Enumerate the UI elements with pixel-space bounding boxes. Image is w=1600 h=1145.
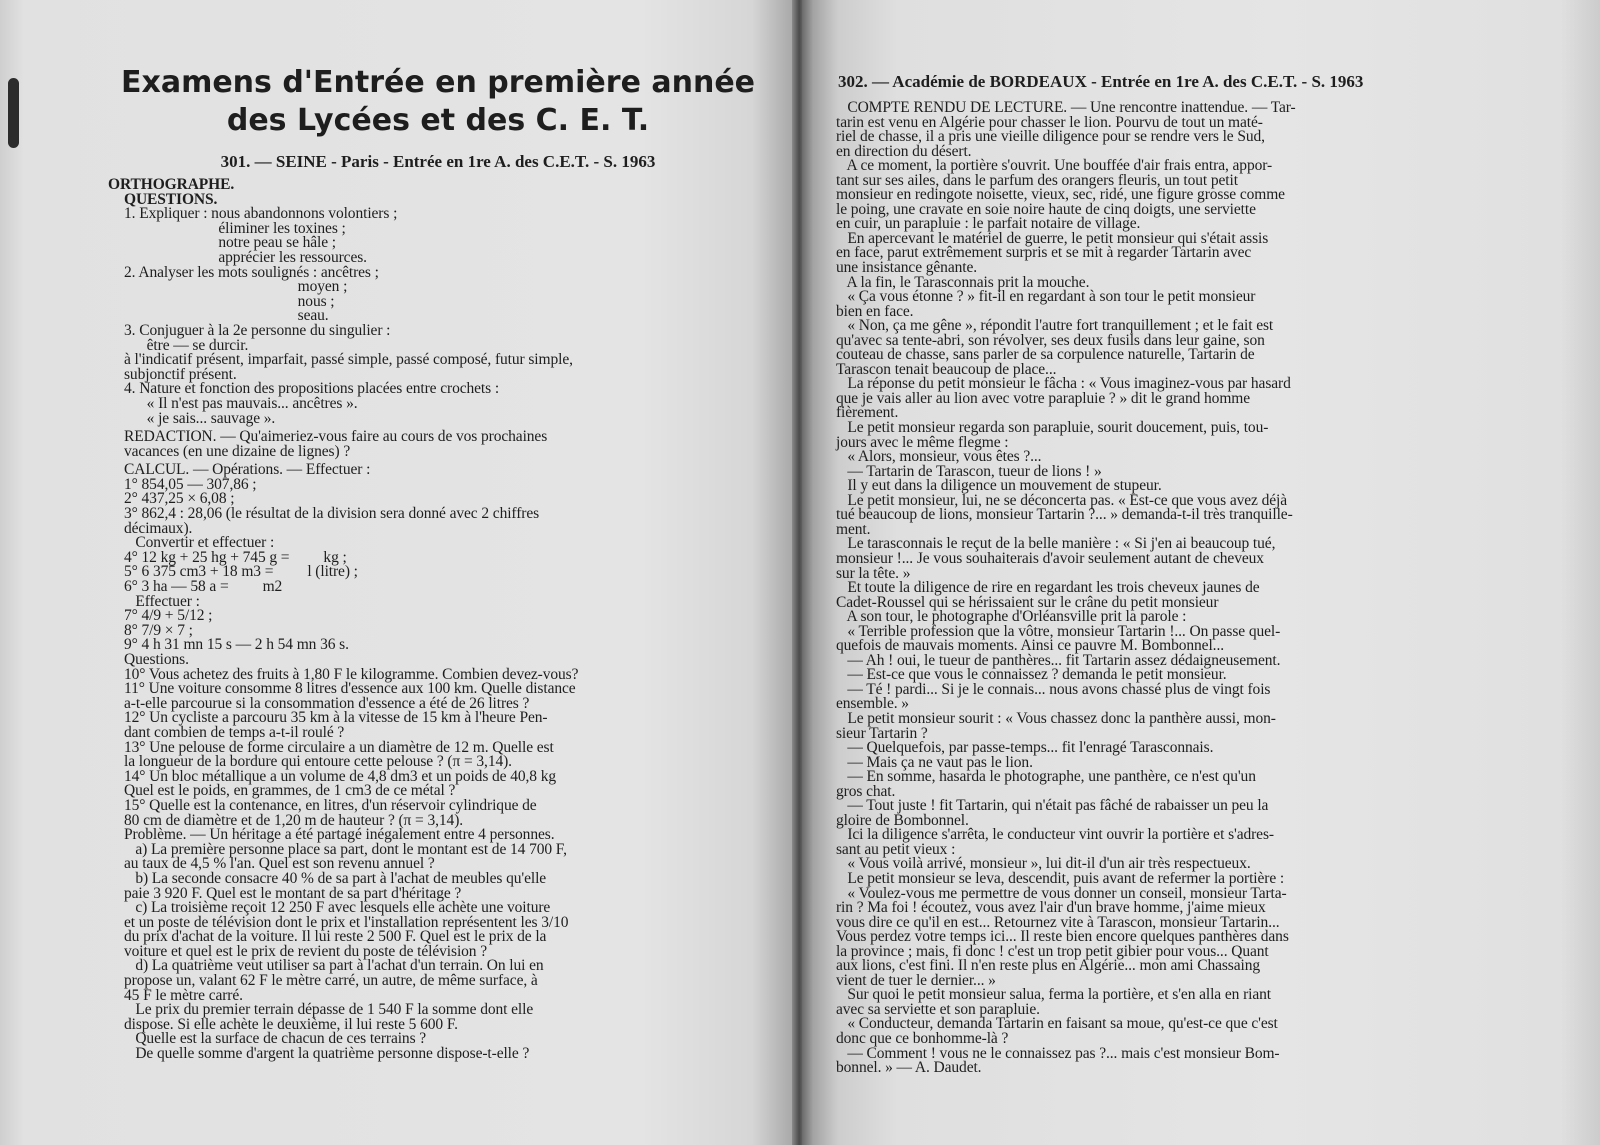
compte-rendu-line: tarin est venu en Algérie pour chasser le lion. Pourvu de tout un maté- (836, 113, 1263, 131)
compte-rendu-line: « Ça vous étonne ? » fit-il en regardant à son tour le petit monsieur (836, 288, 1256, 306)
questions-block (108, 653, 776, 828)
compte-rendu-line: « Voulez-vous me permettre de vous donner un conseil, monsieur Tarta- (836, 884, 1287, 902)
questions-line: 11° Une voiture consomme 8 litres d'essence aux 100 km. Quelle distance (124, 680, 576, 698)
main-title (108, 64, 768, 140)
compte-rendu-line: sant au petit vieux : (836, 840, 956, 858)
compte-rendu-line: monsieur en redingote noisette, vieux, sec, ridé, une figure grosse comme (836, 186, 1285, 204)
questions-line: la longueur de la bordure qui entoure cette pelouse ? (π = 3,14). (124, 753, 512, 771)
orthographe-line: apprécier les ressources. (124, 248, 367, 266)
calcul-line: CALCUL. — Opérations. — Effectuer : (124, 461, 371, 479)
questions-line: 15° Quelle est la contenance, en litres, d'un réservoir cylindrique de (124, 796, 537, 814)
compte-rendu-line: couteau de chasse, sans parler de sa corpulence naturelle, Tartarin de (836, 346, 1255, 364)
calcul-line: décimaux). (124, 519, 193, 537)
compte-rendu-line: Sur quoi le petit monsieur salua, ferma la portière, et s'en alla en riant (836, 986, 1271, 1004)
compte-rendu-line: le poing, une cravate en soie noire haute de cinq doigts, une serviette (836, 200, 1256, 218)
compte-rendu-line: Cadet-Roussel qui se hérissaient sur le crâne du petit monsieur (836, 593, 1219, 611)
probleme-line: dispose. Si elle achète le deuxième, il lui reste 5 600 F. (124, 1015, 458, 1033)
compte-rendu-line: en cuir, un parapluie : le parfait notaire de village. (836, 215, 1141, 233)
orthographe-block (108, 207, 776, 426)
probleme-line: c) La troisième reçoit 12 250 F avec lesquels elle achète une voiture (124, 899, 551, 917)
orthographe-line: 2. Analyser les mots soulignés : ancêtres ; (124, 263, 379, 281)
orthographe-line: « Il n'est pas mauvais... ancêtres ». (124, 394, 358, 412)
compte-rendu-block (836, 101, 1508, 1076)
compte-rendu-line: bonnel. » — A. Daudet. (836, 1059, 982, 1077)
compte-rendu-line: aux lions, c'est fini. Il n'en reste plus en Algérie... mon ami Chassaing (836, 957, 1261, 975)
calcul-line: 5° 6 375 cm3 + 18 m3 = l (litre) ; (124, 563, 358, 581)
compte-rendu-line: — Té ! pardi... Si je le connais... nous avons chassé plus de vingt fois (836, 680, 1271, 698)
compte-rendu-line: riel de chasse, il a pris une vieille diligence pour se rendre vers le Sud, (836, 128, 1265, 146)
calcul-line: 4° 12 kg + 25 hg + 745 g = kg ; (124, 548, 347, 566)
questions-line: Quel est le poids, en grammes, de 1 cm3 de ce métal ? (124, 782, 456, 800)
redaction-line: REDACTION. — Qu'aimeriez-vous faire au cours de vos prochaines (124, 428, 548, 446)
questions-line: 80 cm de diamètre et de 1,20 m de hauteur ? (π = 3,14). (124, 811, 464, 829)
orthographe-line: subjonctif présent. (124, 365, 237, 383)
compte-rendu-line: Tarascon tenait beaucoup de place... (836, 360, 1057, 378)
orthographe-line: 4. Nature et fonction des propositions placées entre crochets : (124, 380, 500, 398)
binding-mark (8, 78, 19, 148)
calcul-line: 1° 854,05 — 307,86 ; (124, 475, 257, 493)
compte-rendu-line: vient de tuer le dernier... » (836, 971, 996, 989)
redaction-line: vacances (en une dizaine de lignes) ? (124, 442, 351, 460)
compte-rendu-line: que je vais aller au lion avec votre parapluie ? » dit le grand homme (836, 389, 1251, 407)
orthographe-line: seau. (124, 307, 329, 325)
compte-rendu-line: « Vous voilà arrivé, monsieur », lui dit-il d'un air très respectueux. (836, 855, 1251, 873)
probleme-line: Quelle est la surface de chacun de ces terrains ? (124, 1030, 427, 1048)
calcul-line: 9° 4 h 31 mn 15 s — 2 h 54 mn 36 s. (124, 636, 349, 654)
calcul-line: 7° 4/9 + 5/12 ; (124, 607, 213, 625)
calcul-line: 3° 862,4 : 28,06 (le résultat de la division sera donné avec 2 chiffres (124, 505, 540, 523)
compte-rendu-line: quefois de mauvais moments. Ainsi ce pauvre M. Bombonnel... (836, 637, 1224, 655)
compte-rendu-line: ensemble. » (836, 695, 909, 713)
compte-rendu-line: en direction du désert. (836, 142, 972, 160)
orthographe-line: « je sais... sauvage ». (124, 409, 276, 427)
questions-line: 10° Vous achetez des fruits à 1,80 F le kilogramme. Combien devez-vous? (124, 665, 579, 683)
compte-rendu-line: en face, parut extrêmement surpris et se mit à regarder Tartarin avec (836, 244, 1252, 262)
orthographe-line: 1. Expliquer : nous abandonnons volontiers ; (124, 205, 398, 223)
questions-line: 12° Un cycliste a parcouru 35 km à la vitesse de 15 km à l'heure Pen- (124, 709, 548, 727)
compte-rendu-line: — Mais ça ne vaut pas le lion. (836, 753, 1033, 771)
probleme-line: Problème. — Un héritage a été partagé inégalement entre 4 personnes. (124, 826, 555, 844)
compte-rendu-line: Le tarasconnais le reçut de la belle manière : « Si j'en ai beaucoup tué, (836, 535, 1276, 553)
compte-rendu-line: Vous perdez votre temps ici... Il reste bien encore quelques panthères dans (836, 928, 1289, 946)
compte-rendu-line: En apercevant le matériel de guerre, le petit monsieur qui s'était assis (836, 229, 1269, 247)
compte-rendu-line: monsieur !... Je vous souhaiterais d'avoir seulement autant de cheveux (836, 549, 1264, 567)
probleme-line: Le prix du premier terrain dépasse de 1 540 F la somme dont elle (124, 1001, 534, 1019)
probleme-line: paie 3 920 F. Quel est le montant de sa part d'héritage ? (124, 884, 462, 902)
compte-rendu-line: — Tout juste ! fit Tartarin, qui n'était pas fâché de rabaisser un peu la (836, 797, 1269, 815)
redaction-block (108, 430, 776, 459)
compte-rendu-line: une insistance gênante. (836, 259, 978, 277)
questions-line: dant combien de temps a-t-il roulé ? (124, 723, 345, 741)
compte-rendu-line: A la fin, le Tarasconnais prit la mouche. (836, 273, 1090, 291)
compte-rendu-line: fièrement. (836, 404, 899, 422)
compte-rendu-line: — Ah ! oui, le tueur de panthères... fit Tartarin assez dédaigneusement. (836, 651, 1281, 669)
compte-rendu-line: — Tartarin de Tarascon, tueur de lions ! » (836, 462, 1102, 480)
compte-rendu-line: tué beaucoup de lions, monsieur Tartarin ?... » demanda-t-il très tranquille- (836, 506, 1293, 524)
probleme-line: voiture et quel est le prix de revient du poste de télévision ? (124, 942, 488, 960)
compte-rendu-line: tant sur ses ailes, dans le parfum des orangers fleuris, un tout petit (836, 171, 1238, 189)
probleme-line: au taux de 4,5 % l'an. Quel est son revenu annuel ? (124, 855, 435, 873)
orthographe-line: moyen ; (124, 278, 348, 296)
main-title-line-1: Examens d'Entrée en première année (120, 65, 756, 100)
compte-rendu-line: la province ; mais, fi donc ! c'est un trop petit gibier pour vous... Quant (836, 942, 1269, 960)
orthographe-line: 3. Conjuguer à la 2e personne du singulier : (124, 321, 391, 339)
compte-rendu-line: Le petit monsieur regarda son parapluie, sourit doucement, puis, tou- (836, 419, 1269, 437)
compte-rendu-line: COMPTE RENDU DE LECTURE. — Une rencontre inattendue. — Tar- (836, 99, 1296, 116)
compte-rendu-line: vous dire ce qu'il en est... Retournez vite à Tarascon, monsieur Tartarin... (836, 913, 1280, 931)
questions-line: Questions. (124, 651, 189, 668)
probleme-line: propose un, valant 62 F le mètre carré, un autre, de même surface, à (124, 972, 538, 990)
compte-rendu-line: ment. (836, 520, 871, 538)
compte-rendu-line: sieur Tartarin ? (836, 724, 928, 742)
probleme-line: d) La quatrième veut utiliser sa part à l'achat d'un terrain. On lui en (124, 957, 544, 975)
probleme-line: a) La première personne place sa part, dont le montant est de 14 700 F, (124, 840, 567, 858)
compte-rendu-line: A ce moment, la portière s'ouvrit. Une bouffée d'air frais entra, appor- (836, 157, 1273, 175)
compte-rendu-line: jours avec le même flegme : (836, 433, 1009, 451)
calcul-line: Convertir et effectuer : (124, 534, 275, 552)
compte-rendu-line: — Comment ! vous ne le connaissez pas ?... mais c'est monsieur Bom- (836, 1044, 1280, 1062)
calcul-line: 2° 437,25 × 6,08 ; (124, 490, 235, 508)
compte-rendu-line: Le petit monsieur sourit : « Vous chassez donc la panthère aussi, mon- (836, 709, 1276, 727)
probleme-line: 45 F le mètre carré. (124, 986, 243, 1004)
compte-rendu-line: La réponse du petit monsieur le fâcha : « Vous imaginez-vous par hasard (836, 375, 1291, 393)
compte-rendu-line: rin ? Ma foi ! écoutez, vous avez l'air d'un brave homme, j'aime mieux (836, 899, 1266, 917)
calcul-block (108, 463, 776, 653)
main-title-line-2: des Lycées et des C. E. T. (226, 103, 650, 138)
compte-rendu-line: Il y eut dans la diligence un mouvement de stupeur. (836, 477, 1162, 495)
compte-rendu-line: « Alors, monsieur, vous êtes ?... (836, 448, 1042, 466)
exam-302-heading: 302. — Académie de BORDEAUX - Entrée en 1re A. des C.E.T. - S. 1963 (838, 72, 1364, 91)
calcul-line: 6° 3 ha — 58 a = m2 (124, 578, 283, 596)
questions-line: 13° Une pelouse de forme circulaire a un diamètre de 12 m. Quelle est (124, 738, 554, 756)
compte-rendu-line: — Quelquefois, par passe-temps... fit l'enragé Tarasconnais. (836, 739, 1214, 757)
compte-rendu-line: A son tour, le photographe d'Orléansville prit la parole : (836, 608, 1187, 626)
right-page (802, 0, 1600, 1145)
compte-rendu-line: Le petit monsieur se leva, descendit, puis avant de refermer la portière : (836, 869, 1285, 887)
compte-rendu-line: « Conducteur, demanda Tartarin en faisant sa moue, qu'est-ce que c'est (836, 1015, 1278, 1033)
orthographe-line: être — se durcir. (124, 336, 249, 354)
probleme-line: De quelle somme d'argent la quatrième personne dispose-t-elle ? (124, 1045, 530, 1063)
compte-rendu-line: qu'avec sa tente-abri, son révolver, ses deux fusils dans leur gaine, son (836, 331, 1265, 349)
compte-rendu-line: donc que ce bonhomme-là ? (836, 1030, 1009, 1047)
orthographe-line: nous ; (124, 292, 335, 310)
compte-rendu-line: — Est-ce que vous le connaissez ? demanda le petit monsieur. (836, 666, 1227, 684)
compte-rendu-line: — En somme, hasarda le photographe, une panthère, ce n'est qu'un (836, 768, 1256, 786)
compte-rendu-line: « Terrible profession que la vôtre, monsieur Tartarin !... On passe quel- (836, 622, 1281, 640)
compte-rendu-line: gros chat. (836, 782, 896, 800)
compte-rendu-line: gloire de Bombonnel. (836, 811, 969, 829)
probleme-line: et un poste de télévision dont le prix et l'installation représentent les 3/10 (124, 913, 569, 931)
questions-line: 14° Un bloc métallique a un volume de 4,8 dm3 et un poids de 40,8 kg (124, 767, 557, 785)
compte-rendu-line: Ici la diligence s'arrêta, le conducteur vint ouvrir la portière et s'adres- (836, 826, 1274, 844)
orthographe-heading: ORTHOGRAPHE. (108, 176, 235, 193)
questions-line: a-t-elle parcourue si la consommation d'essence a été de 26 litres ? (124, 694, 530, 712)
probleme-line: b) La seconde consacre 40 % de sa part à l'achat de meubles qu'elle (124, 869, 547, 887)
calcul-line: Effectuer : (124, 592, 200, 610)
orthographe-line: éliminer les toxines ; (124, 219, 346, 237)
compte-rendu-line: avec sa serviette et son parapluie. (836, 1000, 1040, 1018)
calcul-line: 8° 7/9 × 7 ; (124, 621, 193, 639)
compte-rendu-line: bien en face. (836, 302, 914, 320)
probleme-line: du prix d'achat de la voiture. Il lui reste 2 500 F. Quel est le prix de la (124, 928, 547, 946)
orthographe-line: à l'indicatif présent, imparfait, passé simple, passé composé, futur simple, (124, 351, 573, 369)
orthographe-line: notre peau se hâle ; (124, 234, 337, 252)
probleme-block (108, 828, 776, 1062)
exam-301-heading: 301. — SEINE - Paris - Entrée en 1re A. des C.E.T. - S. 1963 (220, 152, 656, 171)
compte-rendu-line: Le petit monsieur, lui, ne se déconcerta pas. « Est-ce que vous avez déjà (836, 491, 1288, 509)
compte-rendu-line: sur la tête. » (836, 564, 911, 582)
compte-rendu-line: « Non, ça me gêne », répondit l'autre fort tranquillement ; et le fait est (836, 317, 1274, 335)
questions-heading: QUESTIONS. (124, 190, 218, 208)
compte-rendu-line: Et toute la diligence de rire en regardant les trois cheveux jaunes de (836, 579, 1260, 597)
